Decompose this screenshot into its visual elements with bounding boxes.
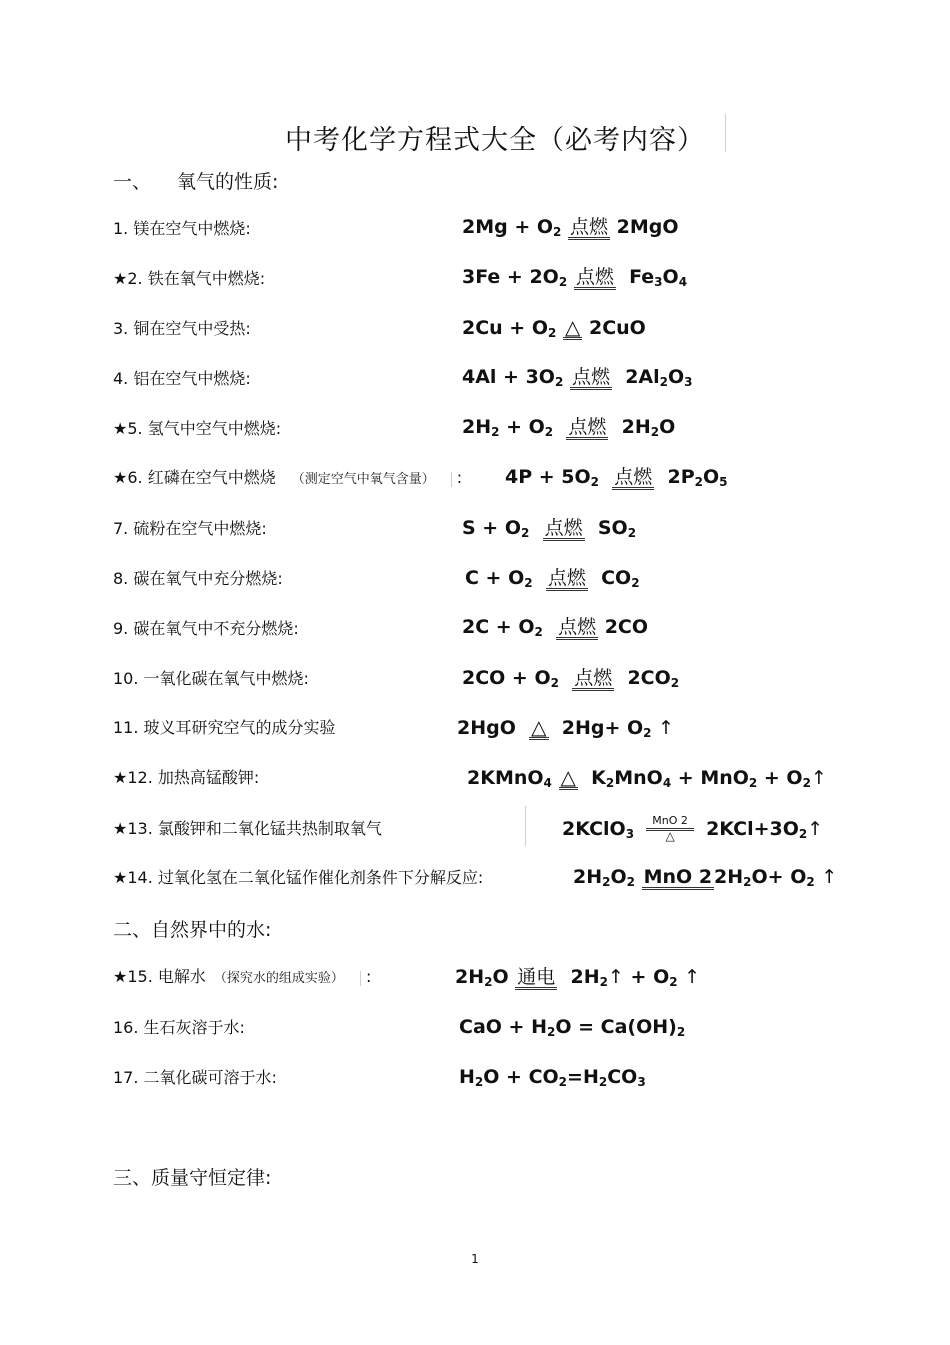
- condition-ignite: 点燃: [572, 663, 614, 693]
- reaction-row: [113, 314, 251, 344]
- condition-catalyst-heat: [642, 815, 698, 845]
- reaction-label: ★13. 氯酸钾和二氧化锰共热制取氧气: [113, 819, 382, 838]
- equation: 2KMnO$_4$ △ $K_2MnO_4 + MnO_2$ + $O_2↑$: [467, 762, 827, 792]
- reaction-label: 16. 生石灰溶于水:: [113, 1018, 245, 1037]
- title-divider: [725, 114, 726, 152]
- reaction-row: [113, 564, 283, 594]
- page-number: 1: [471, 1252, 479, 1266]
- section-heading-mass-conservation: 三、质量守恒定律:: [113, 1167, 272, 1189]
- reaction-label: 9. 碳在氧气中不充分燃烧:: [113, 619, 299, 638]
- condition-ignite: 点燃: [556, 612, 598, 642]
- equation: 2HgO △ $2Hg+ O_2$ ↑: [457, 712, 674, 742]
- reaction-label: 17. 二氧化碳可溶于水:: [113, 1068, 277, 1087]
- condition-ignite: 点燃: [570, 362, 612, 392]
- reaction-label: 10. 一氧化碳在氧气中燃烧:: [113, 669, 309, 688]
- reaction-row: [113, 614, 299, 644]
- condition-catalyst: MnO 2: [642, 862, 714, 892]
- colon: :: [360, 967, 372, 986]
- colon: :: [451, 468, 463, 487]
- condition-heat: △: [529, 712, 548, 742]
- condition-electrolysis: 通电: [515, 962, 557, 992]
- section-heading-oxygen: [113, 167, 278, 194]
- equation: 2KClO$_3$ MnO 2 △ $2KCl+3O_2↑$: [562, 813, 824, 843]
- equation: $2C + O_2$ 点燃 2CO: [462, 612, 648, 642]
- reaction-row: [113, 763, 259, 793]
- condition-ignite: 点燃: [566, 412, 608, 442]
- reaction-label: 8. 碳在氧气中充分燃烧:: [113, 569, 283, 588]
- section-name: 氧气的性质:: [177, 171, 279, 193]
- reaction-row: [113, 863, 483, 893]
- reaction-label: ★2. 铁在氧气中燃烧:: [113, 269, 266, 288]
- equation: $3Fe + 2O_2$ 点燃 $Fe_3O_4$: [462, 262, 687, 292]
- catalyst-label: MnO 2: [652, 813, 688, 827]
- reaction-label: 1. 镁在空气中燃烧:: [113, 219, 251, 238]
- equation: $4P + 5O_2$ 点燃 $2P_2O_5$: [505, 462, 728, 492]
- condition-ignite: 点燃: [612, 462, 654, 492]
- equation: $2H_2 + O_2$ 点燃 $2H_2O$: [462, 412, 675, 442]
- reaction-row: [113, 713, 336, 743]
- equation: $4Al + 3O_2$ 点燃 $2Al_2O_3$: [462, 362, 693, 392]
- equation: $2Cu + O_2$ △ 2CuO: [462, 312, 646, 342]
- reaction-row: [113, 814, 382, 844]
- reaction-row: [113, 364, 251, 394]
- equation: $2Mg + O_2$ 点燃 2MgO: [462, 212, 679, 242]
- section-heading-water: 二、自然界中的水:: [113, 919, 272, 941]
- reaction-row: [113, 264, 265, 294]
- equation: $2H_2O_2$ MnO 2 $2H_2O+ O_2$ ↑: [573, 862, 837, 892]
- condition-heat: △: [559, 762, 578, 792]
- reaction-label: 11. 玻义耳研究空气的成分实验: [113, 718, 336, 737]
- equation: $H_2O + CO_2=H_2CO_3$: [459, 1066, 646, 1089]
- reaction-label: ★15. 电解水: [113, 967, 206, 986]
- reaction-row: [113, 664, 309, 694]
- column-divider: [525, 806, 526, 846]
- reaction-label: ★12. 加热高锰酸钾:: [113, 768, 260, 787]
- reaction-row: [113, 962, 371, 992]
- reaction-label: 3. 铜在空气中受热:: [113, 319, 251, 338]
- reaction-row: [113, 214, 251, 244]
- heat-label: △: [665, 828, 675, 843]
- reaction-row: [113, 1063, 277, 1093]
- reaction-label: 4. 铝在空气中燃烧:: [113, 369, 251, 388]
- reaction-row: [113, 1013, 245, 1043]
- condition-ignite: 点燃: [568, 212, 610, 242]
- condition-ignite: 点燃: [574, 262, 616, 292]
- experiment-note: （探究水的组成实验）: [206, 971, 361, 986]
- equation: $S + O_2$ 点燃 $SO_2$: [462, 513, 636, 543]
- condition-ignite: 点燃: [543, 513, 585, 543]
- condition-ignite: 点燃: [546, 563, 588, 593]
- equation: $2H_2O$ 通电 $2H_2↑ + O_2$ ↑: [455, 962, 700, 992]
- section-number: 一、: [113, 171, 152, 193]
- equation: $C + O_2$ 点燃 $CO_2$: [465, 563, 640, 593]
- reaction-row: [113, 414, 281, 444]
- reaction-label: ★5. 氢气中空气中燃烧:: [113, 419, 282, 438]
- equation: CaO + $H_2O = Ca(OH)_2$: [459, 1016, 686, 1039]
- reaction-label: 7. 硫粉在空气中燃烧:: [113, 519, 267, 538]
- experiment-note: （测定空气中氧气含量）: [276, 472, 452, 487]
- equation: $2CO + O_2$ 点燃 $2CO_2$: [462, 663, 679, 693]
- condition-heat: △: [563, 312, 582, 342]
- reaction-label: ★14. 过氧化氢在二氧化锰作催化剂条件下分解反应:: [113, 868, 484, 887]
- page-title: 中考化学方程式大全（必考内容）: [285, 125, 705, 156]
- reaction-label: ★6. 红磷在空气中燃烧: [113, 468, 276, 487]
- reaction-row: [113, 463, 462, 493]
- reaction-row: [113, 514, 267, 544]
